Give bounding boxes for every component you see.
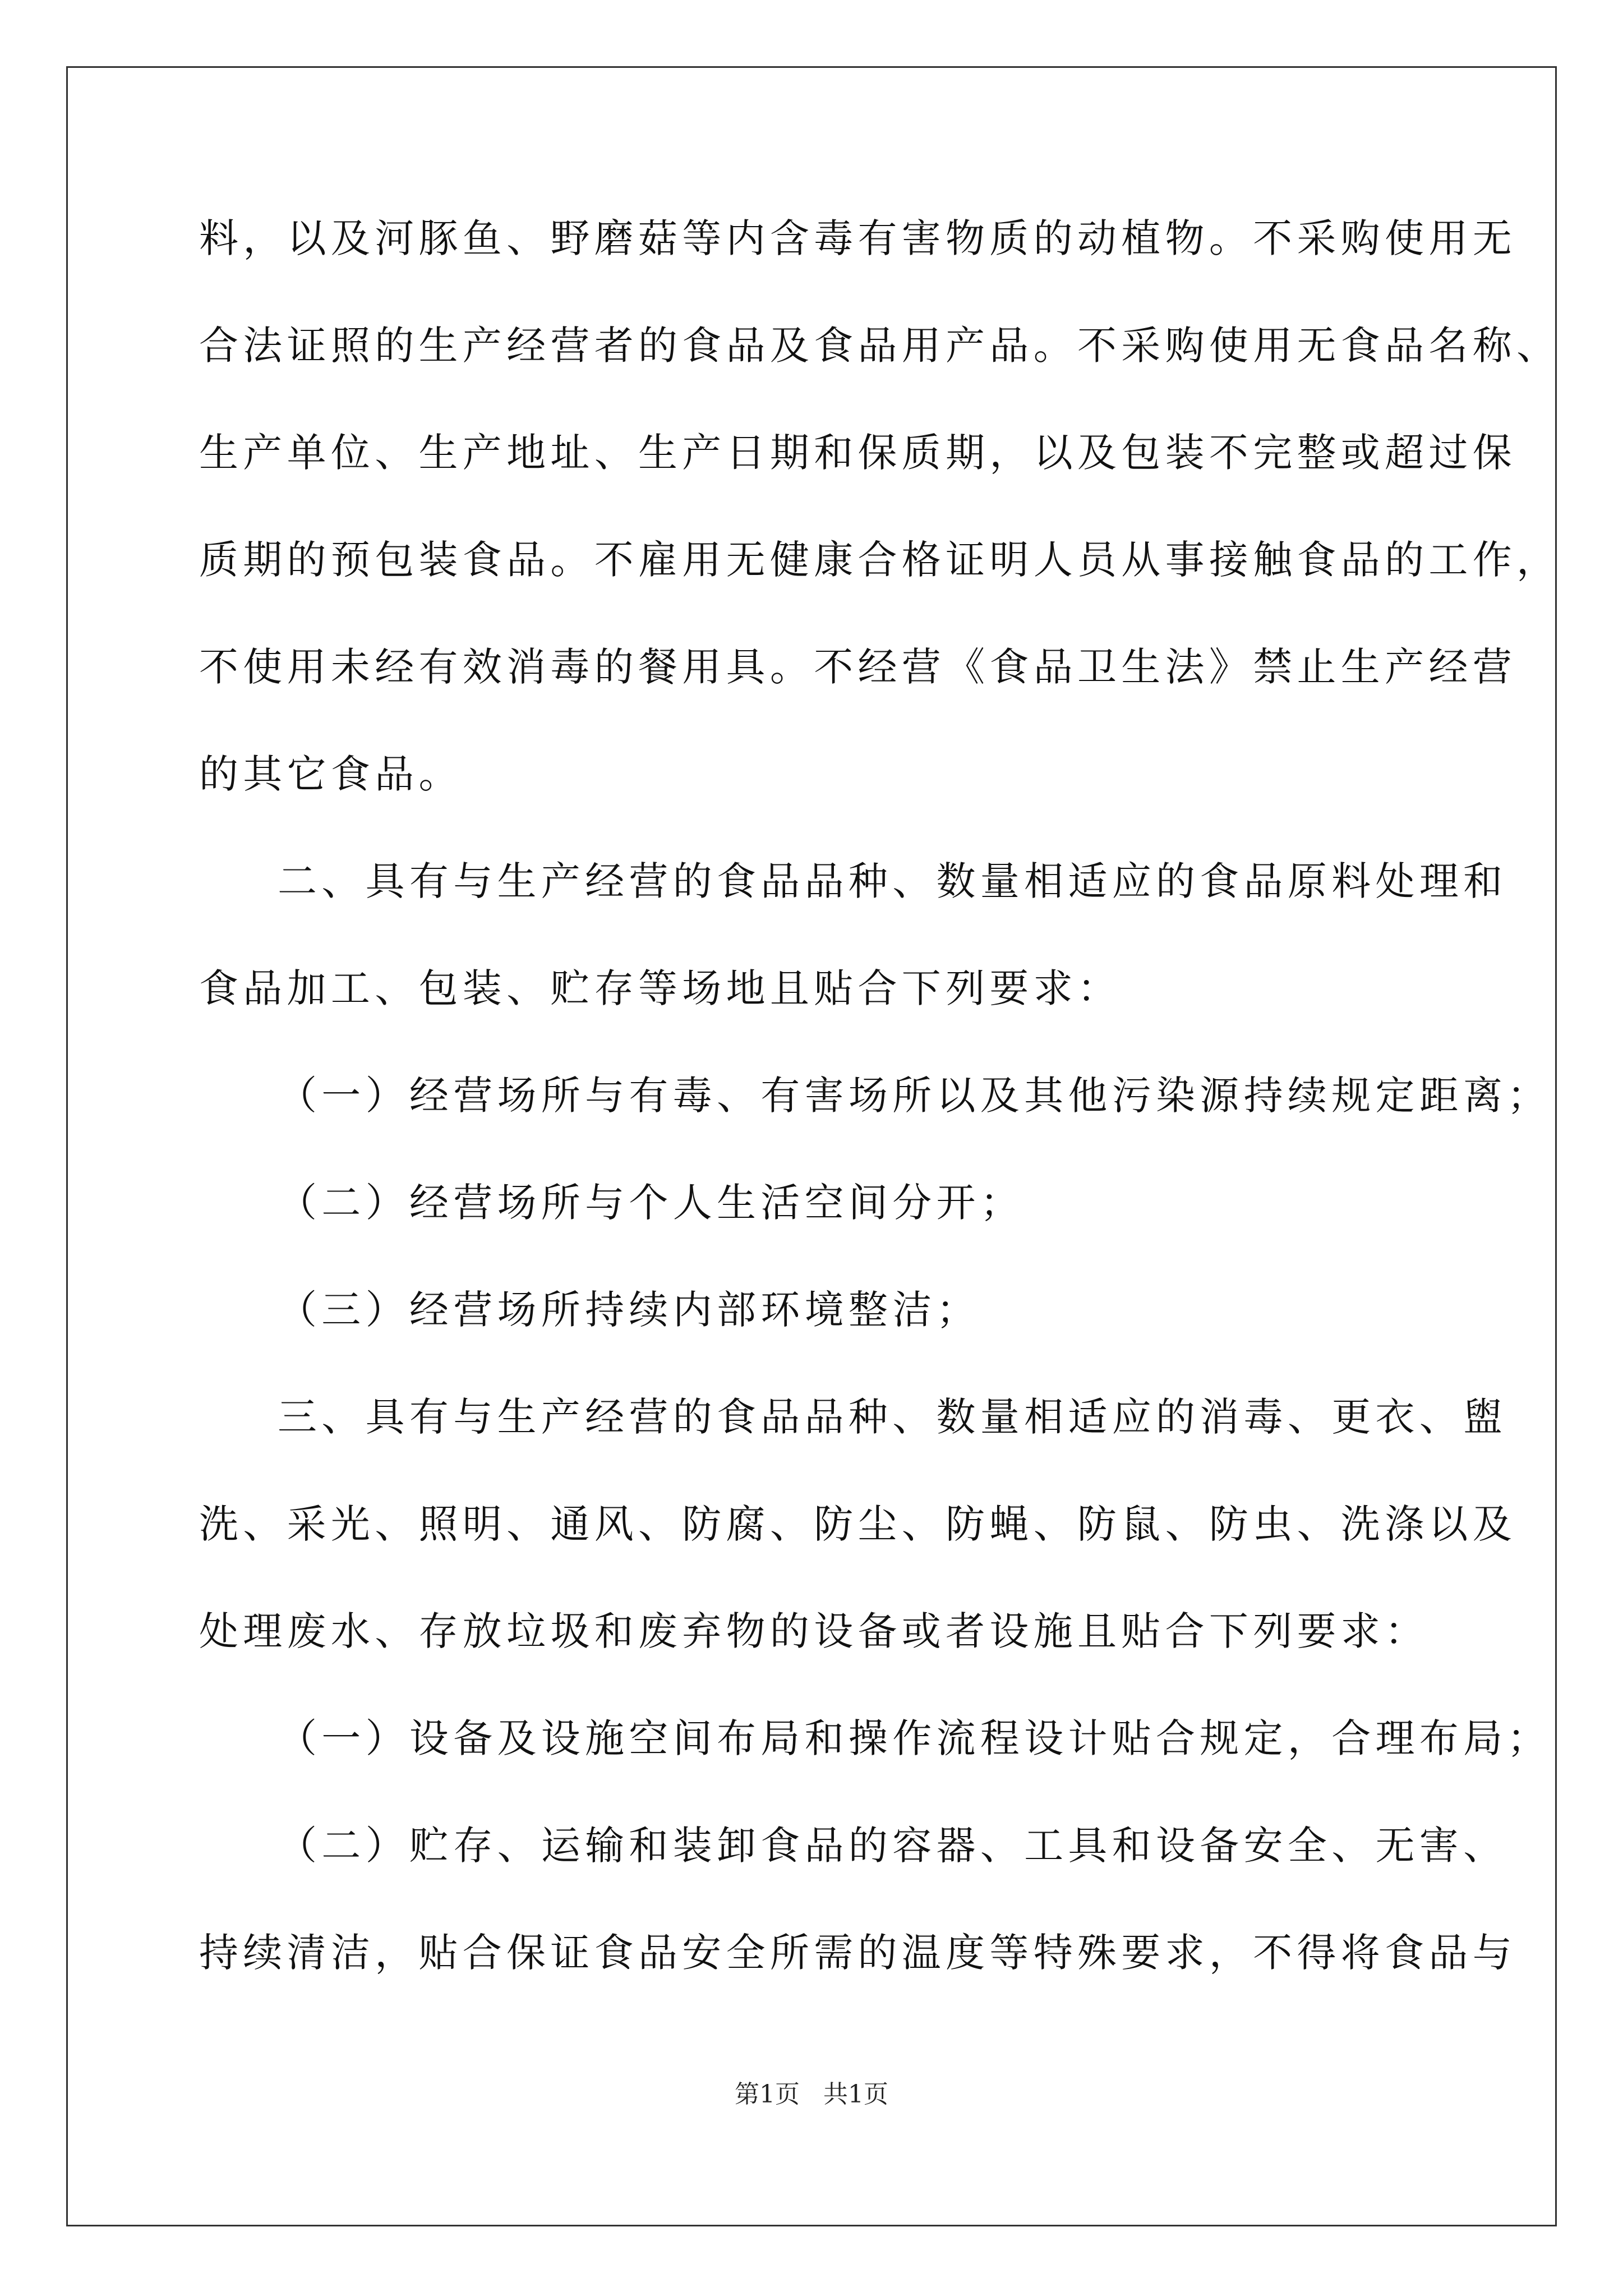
page-number-current: 第1页 — [735, 2080, 800, 2109]
text-line-10: （二）经营场所与个人生活空间分开； — [278, 1180, 1025, 1226]
text-line-5: 不使用未经有效消毒的餐用具。不经营《食品卫生法》禁止生产经营 — [199, 644, 1516, 690]
text-line-12: 三、具有与生产经营的食品品种、数量相适应的消毒、更衣、盥 — [278, 1394, 1507, 1440]
document-body — [199, 215, 1561, 2040]
text-line-15: （一）设备及设施空间布局和操作流程设计贴合规定，合理布局； — [278, 1715, 1551, 1761]
page-number-total: 共1页 — [823, 2080, 888, 2109]
text-line-16: （二）贮存、运输和装卸食品的容器、工具和设备安全、无害、 — [278, 1823, 1507, 1869]
text-line-6: 的其它食品。 — [199, 751, 463, 797]
text-line-3: 生产单位、生产地址、生产日期和保质期，以及包装不完整或超过保 — [199, 430, 1516, 476]
text-line-13: 洗、采光、照明、通风、防腐、防尘、防蝇、防鼠、防虫、洗涤以及 — [199, 1501, 1516, 1547]
text-line-8: 食品加工、包装、贮存等场地且贴合下列要求： — [199, 965, 1122, 1011]
text-line-7: 二、具有与生产经营的食品品种、数量相适应的食品原料处理和 — [278, 858, 1507, 904]
text-line-2: 合法证照的生产经营者的食品及食品用产品。不采购使用无食品名称、 — [199, 323, 1561, 369]
text-line-1: 料，以及河豚鱼、野磨菇等内含毒有害物质的动植物。不采购使用无 — [199, 215, 1516, 261]
text-line-14: 处理废水、存放垃圾和废弃物的设备或者设施且贴合下列要求： — [199, 1608, 1429, 1654]
text-line-9: （一）经营场所与有毒、有害场所以及其他污染源持续规定距离； — [278, 1073, 1551, 1119]
text-line-11: （三）经营场所持续内部环境整洁； — [278, 1287, 980, 1333]
text-line-17: 持续清洁，贴合保证食品安全所需的温度等特殊要求，不得将食品与 — [199, 1930, 1516, 1976]
text-line-4: 质期的预包装食品。不雇用无健康合格证明人员从事接触食品的工作， — [199, 537, 1561, 583]
page-footer — [0, 2082, 1623, 2107]
